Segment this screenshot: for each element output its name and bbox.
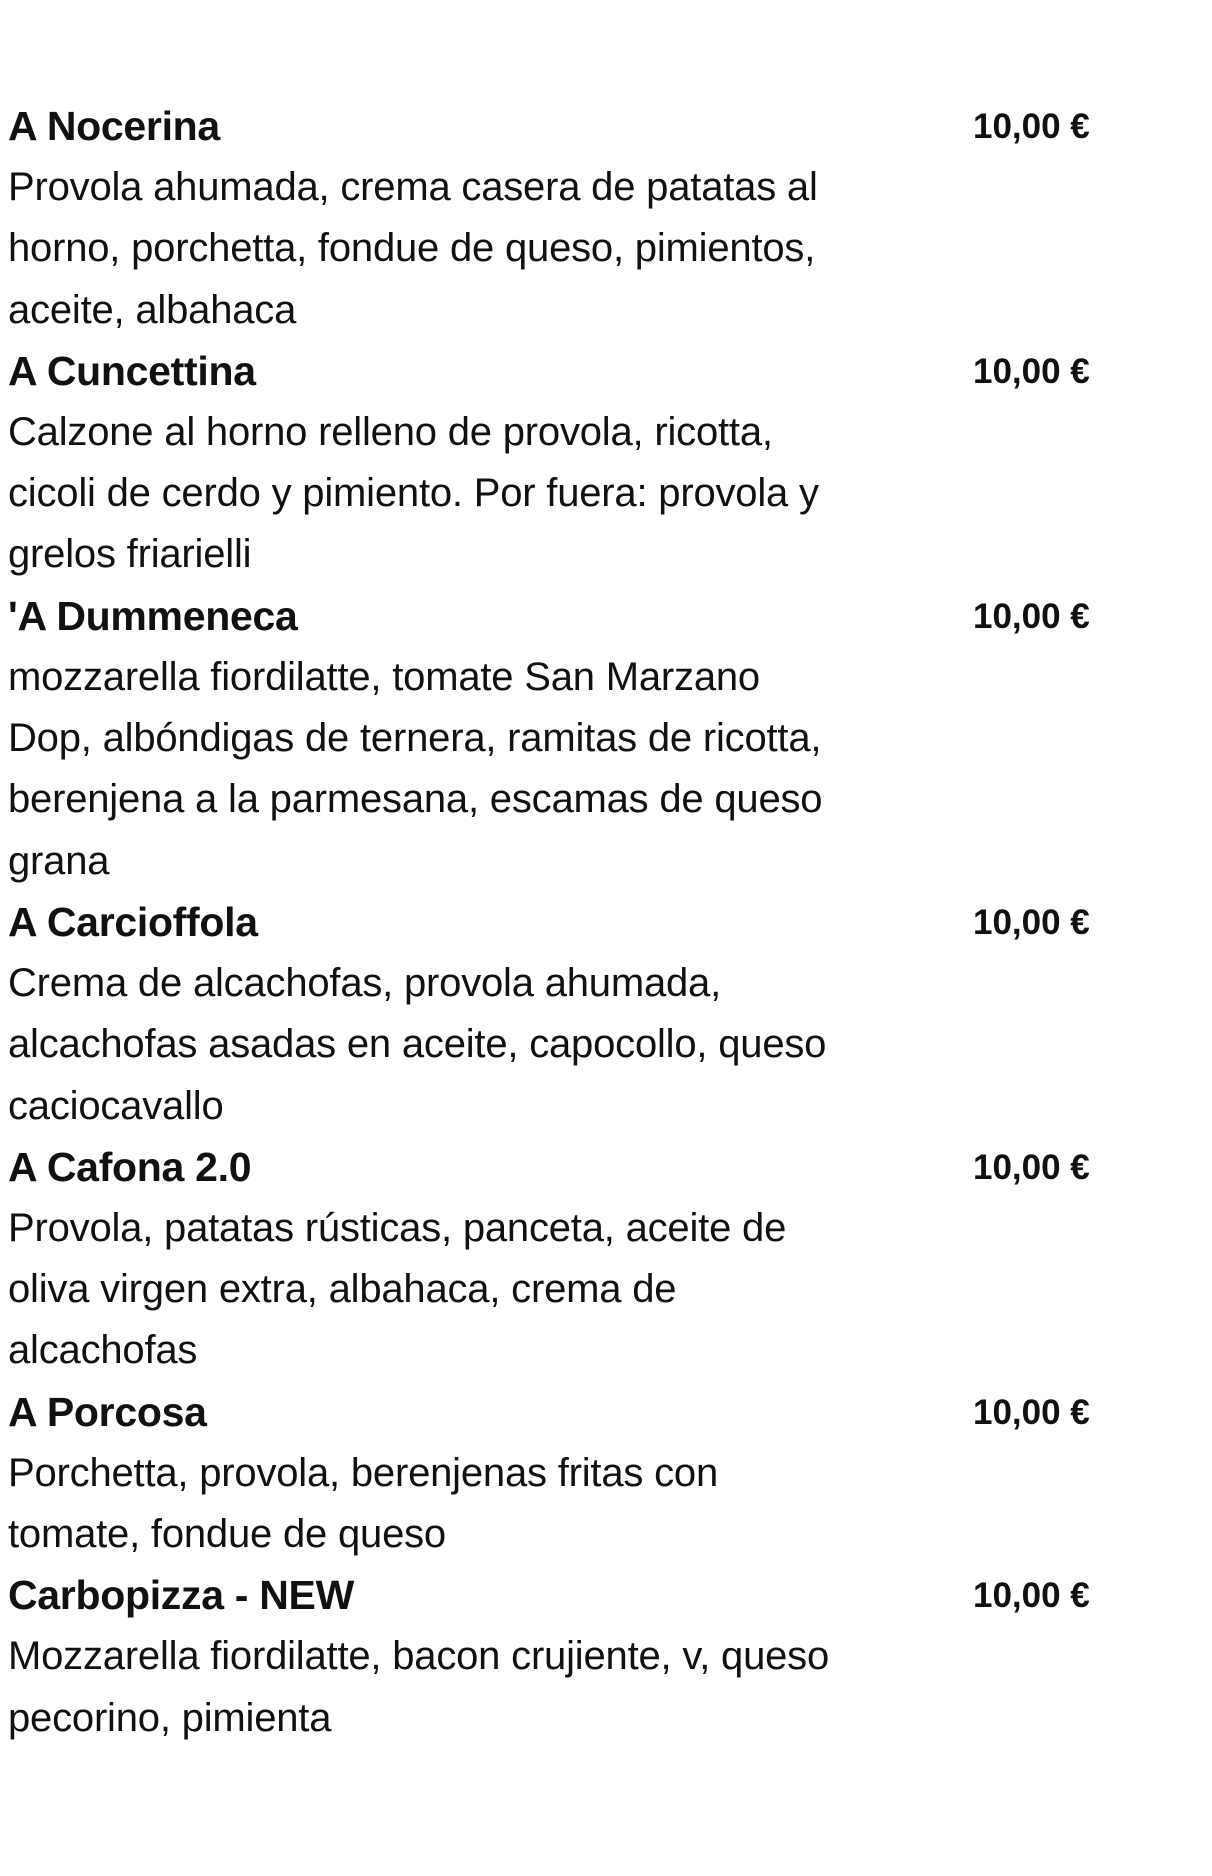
menu-item-a-nocerina [8, 96, 1108, 341]
description-line: berenjena a la parmesana, escamas de queso [8, 777, 823, 822]
description-line: tomate, fondue de queso [8, 1512, 446, 1557]
description-line: Provola ahumada, crema casera de patatas al [8, 165, 818, 209]
menu-item-a-cuncettina [8, 341, 1108, 586]
item-description [8, 1443, 908, 1566]
item-price: 10,00 € [973, 902, 1090, 942]
item-description [8, 1626, 908, 1749]
description-line: Porchetta, provola, berenjenas fritas con [8, 1450, 718, 1495]
description-line: alcachofas asadas en aceite, capocollo, queso [8, 1022, 827, 1067]
description-line: mozzarella fiordilatte, tomate San Marzano [8, 654, 760, 699]
item-name: A Porcosa [8, 1388, 207, 1435]
item-name: A Nocerina [8, 103, 220, 149]
menu-item-a-dummeneca [8, 586, 1108, 892]
item-price: 10,00 € [973, 351, 1090, 391]
menu-item-carbopizza [8, 1565, 1108, 1749]
item-name: 'A Dummeneca [8, 592, 298, 639]
description-line: horno, porchetta, fondue de queso, pimientos, [8, 226, 816, 271]
description-line: alcachofas [8, 1328, 198, 1373]
item-price: 10,00 € [973, 1576, 1090, 1616]
description-line: Mozzarella fiordilatte, bacon crujiente, v, queso [8, 1634, 830, 1679]
description-line: aceite, albahaca [8, 287, 297, 332]
item-description [8, 953, 908, 1137]
item-name: A Cuncettina [8, 347, 256, 394]
description-line: Provola, patatas rústicas, panceta, aceite de [8, 1205, 787, 1250]
description-line: grelos friarielli [8, 532, 252, 577]
item-price: 10,00 € [973, 107, 1090, 146]
item-name: A Cafona 2.0 [8, 1143, 252, 1190]
item-description [8, 1198, 908, 1382]
item-name: Carbopizza - NEW [8, 1572, 354, 1619]
description-line: cicoli de cerdo y pimiento. Por fuera: provola y [8, 471, 819, 516]
description-line: grana [8, 838, 110, 883]
menu-item-a-carcioffola [8, 892, 1108, 1137]
menu-list [8, 96, 1108, 1749]
item-price: 10,00 € [973, 1392, 1090, 1432]
description-line: Dop, albóndigas de ternera, ramitas de ricotta, [8, 716, 822, 761]
item-description [8, 402, 908, 586]
menu-item-a-porcosa [8, 1382, 1108, 1566]
menu-item-a-cafona [8, 1137, 1108, 1382]
item-price: 10,00 € [973, 596, 1090, 636]
description-line: pecorino, pimienta [8, 1695, 332, 1740]
description-line: caciocavallo [8, 1083, 224, 1128]
item-description [8, 157, 908, 341]
item-price: 10,00 € [973, 1147, 1090, 1187]
item-description [8, 647, 908, 892]
description-line: Calzone al horno relleno de provola, ricotta, [8, 409, 773, 454]
description-line: Crema de alcachofas, provola ahumada, [8, 960, 722, 1005]
description-line: oliva virgen extra, albahaca, crema de [8, 1267, 677, 1312]
item-name: A Carcioffola [8, 898, 258, 945]
